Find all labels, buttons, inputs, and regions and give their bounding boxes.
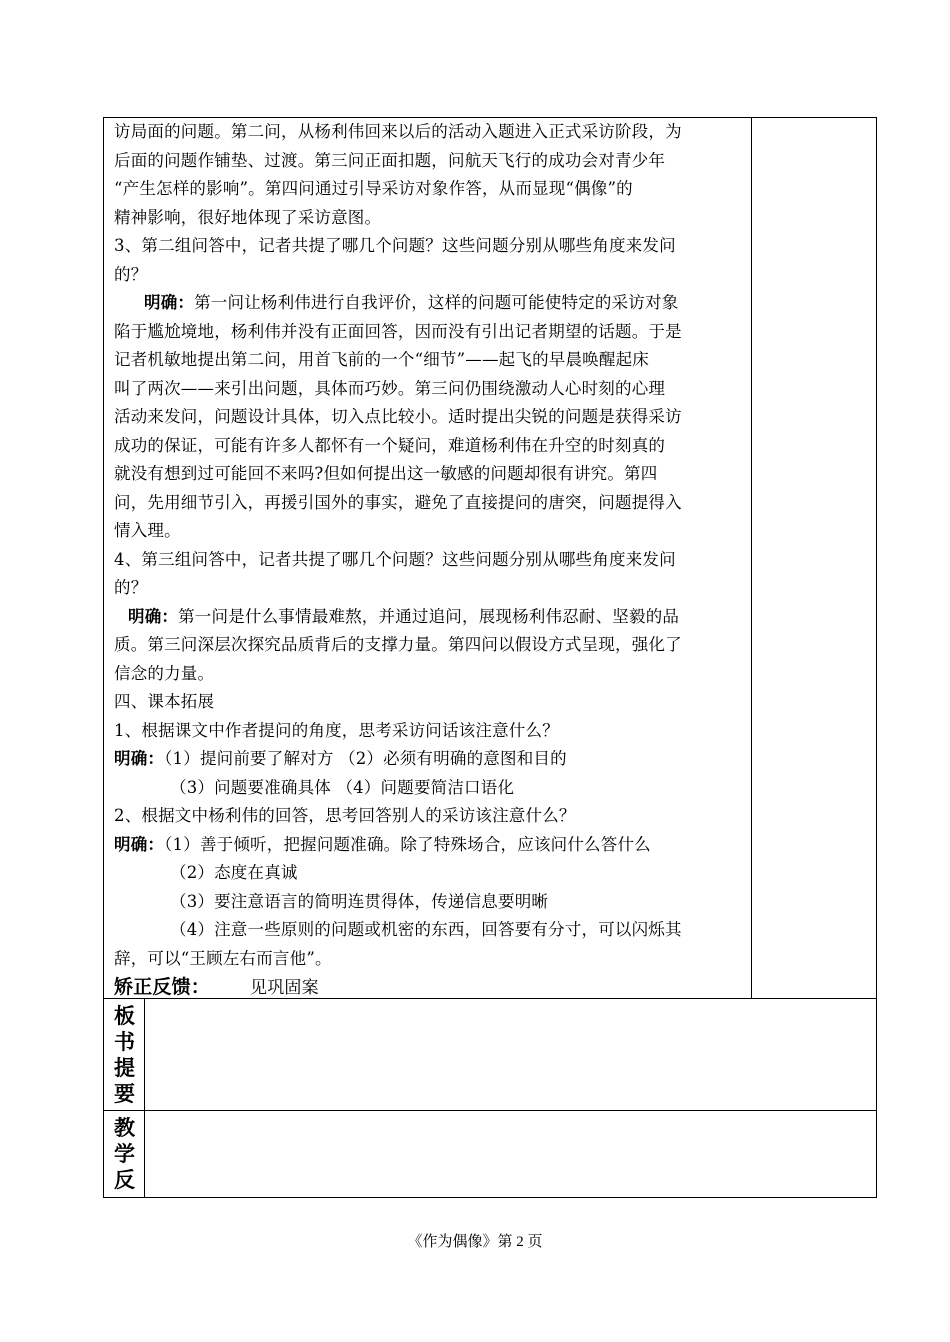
answer-3-line: 记者机敏地提出第二问，用首飞前的一个“细节”——起飞的早晨唤醒起床	[114, 350, 649, 369]
board-content-cell	[145, 999, 876, 1111]
answer-3-line: 陷于尴尬境地，杨利伟并没有正面回答，因而没有引出记者期望的话题。于是	[114, 321, 682, 341]
main-text	[114, 118, 744, 1002]
feedback-line	[114, 973, 744, 1002]
extension-answer-2-item: （2）态度在真诚	[170, 863, 298, 882]
answer-3-line: 成功的保证，可能有许多人都怀有一个疑问，难道杨利伟在升空的时刻真的	[114, 435, 666, 455]
page-footer: 《作为偶像》第 2 页	[407, 1234, 543, 1250]
answer-4-line: 明确：第一问是什么事情最难熬，并通过追问，展现杨利伟忍耐、坚毅的品	[128, 606, 680, 626]
reflect-content-cell	[145, 1111, 876, 1197]
feedback-text: 见巩固案	[250, 978, 319, 998]
answer-4-line: 信念的力量。	[114, 663, 215, 683]
reflect-label-cell	[104, 1111, 145, 1197]
extension-answer-1-cont: （3）问题要准确具体 （4）问题要简洁口语化	[170, 777, 515, 797]
question-4-cont: 的？	[114, 578, 148, 597]
section-4-title: 四、课本拓展	[114, 692, 215, 711]
answer-3-line: 就没有想到过可能回不来吗?但如何提出这一敏感的问题却很有讲究。第四	[114, 464, 658, 483]
reflect-label: 教 学 反	[114, 1116, 135, 1192]
answer-3-line: 明确：第一问让杨利伟进行自我评价，这样的问题可能使特定的采访对象	[144, 293, 679, 312]
notes-cell	[752, 118, 876, 999]
extension-question-1: 1、根据课文中作者提问的角度，思考采访问话该注意什么？	[114, 720, 559, 740]
question-4: 4、第三组问答中，记者共提了哪几个问题？这些问题分别从哪些角度来发问	[114, 549, 676, 569]
board-label-cell	[104, 999, 145, 1111]
extension-question-2: 2、根据文中杨利伟的回答，思考回答别人的采访该注意什么？	[114, 806, 576, 825]
main-content-cell	[104, 118, 752, 999]
answer-label: 明确：	[128, 606, 179, 626]
text-line: 精神影响，很好地体现了采访意图。	[114, 207, 382, 227]
question-3-cont: 的？	[114, 264, 148, 284]
extension-answer-2: 明确：（1）善于倾听，把握问题准确。除了特殊场合，应该问什么答什么	[114, 834, 651, 854]
answer-3-line: 活动来发问，问题设计具体，切入点比较小。适时提出尖锐的问题是获得采访	[114, 407, 682, 426]
text-line: 后面的问题作铺垫、过渡。第三问正面扣题，问航天飞行的成功会对青少年	[114, 150, 666, 170]
answer-label: 明确：	[114, 834, 165, 854]
answer-4-line: 质。第三问深层次探究品质背后的支撑力量。第四问以假设方式呈现，强化了	[114, 635, 682, 654]
feedback-label: 矫正反馈：	[114, 976, 211, 998]
answer-3-line: 情入理。	[114, 521, 181, 540]
extension-answer-2-cont: 辞，可以“王顾左右而言他”。	[114, 948, 332, 968]
extension-answer-2-item: （3）要注意语言的简明连贯得体，传递信息要明晰	[170, 891, 549, 911]
extension-answer-1: 明确：（1）提问前要了解对方 （2）必须有明确的意图和目的	[114, 749, 567, 768]
lesson-table	[103, 117, 877, 1198]
extension-answer-2-item: （4）注意一些原则的问题或机密的东西，回答要有分寸，可以闪烁其	[170, 920, 682, 939]
question-3: 3、第二组问答中，记者共提了哪几个问题？这些问题分别从哪些角度来发问	[114, 236, 676, 255]
text-line: “产生怎样的影响”。第四问通过引导采访对象作答，从而显现“偶像”的	[114, 179, 633, 198]
board-label: 板 书 提 要	[114, 1004, 135, 1106]
answer-3-line: 叫了两次——来引出问题，具体而巧妙。第三问仍围绕激动人心时刻的心理	[114, 378, 666, 398]
answer-3-line: 问，先用细节引入，再援引国外的事实，避免了直接提问的唐突，问题提得入	[114, 492, 682, 512]
text-line: 访局面的问题。第二问，从杨利伟回来以后的活动入题进入正式采访阶段，为	[114, 122, 682, 141]
answer-label: 明确：	[114, 749, 165, 768]
answer-label: 明确：	[144, 293, 195, 312]
